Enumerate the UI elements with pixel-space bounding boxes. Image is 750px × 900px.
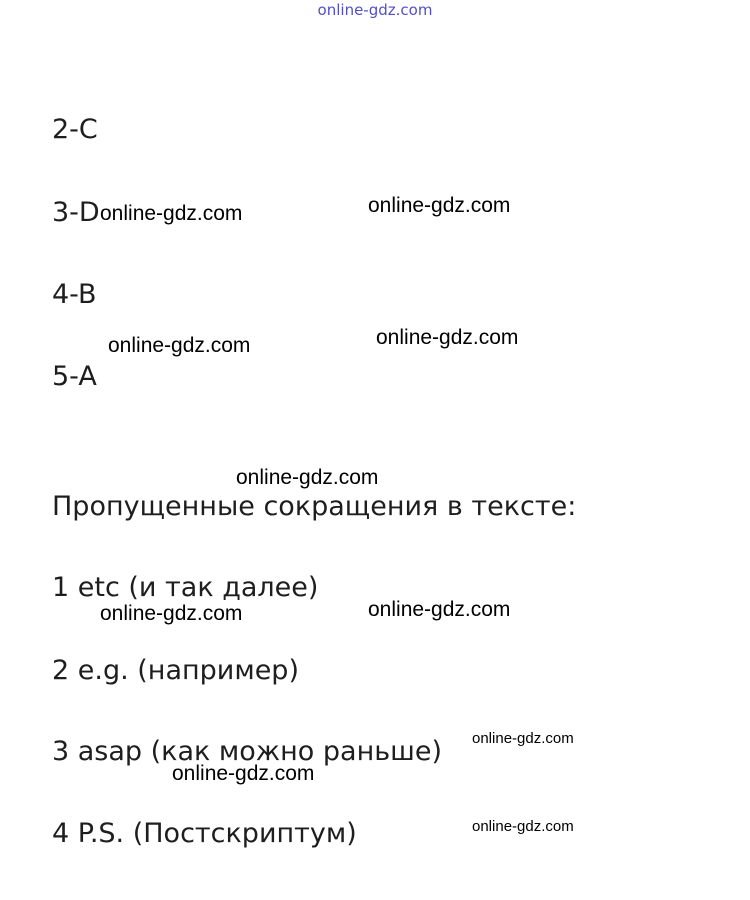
abbreviation-item: 3 asap (как можно раньше) <box>52 736 442 767</box>
watermark: online-gdz.com <box>172 762 315 785</box>
abbreviation-item: 2 e.g. (например) <box>52 655 299 686</box>
watermark: online-gdz.com <box>368 598 511 621</box>
abbreviation-item: 1 etc (и так далее) <box>52 572 319 603</box>
answer-item: 5-A <box>52 361 97 392</box>
watermark: online-gdz.com <box>108 334 251 357</box>
answer-item: 3-D <box>52 197 100 228</box>
watermark: online-gdz.com <box>376 326 519 349</box>
answer-item: 2-C <box>52 114 98 145</box>
watermark: online-gdz.com <box>472 818 574 835</box>
section-heading: Пропущенные сокращения в тексте: <box>52 491 577 522</box>
site-header: online-gdz.com <box>317 1 433 19</box>
watermark: online-gdz.com <box>100 602 243 625</box>
watermark: online-gdz.com <box>368 194 511 217</box>
abbreviation-item: 4 P.S. (Постскриптум) <box>52 818 357 849</box>
watermark: online-gdz.com <box>472 730 574 747</box>
watermark: online-gdz.com <box>100 202 243 225</box>
answer-item: 4-B <box>52 279 97 310</box>
watermark: online-gdz.com <box>236 466 379 489</box>
